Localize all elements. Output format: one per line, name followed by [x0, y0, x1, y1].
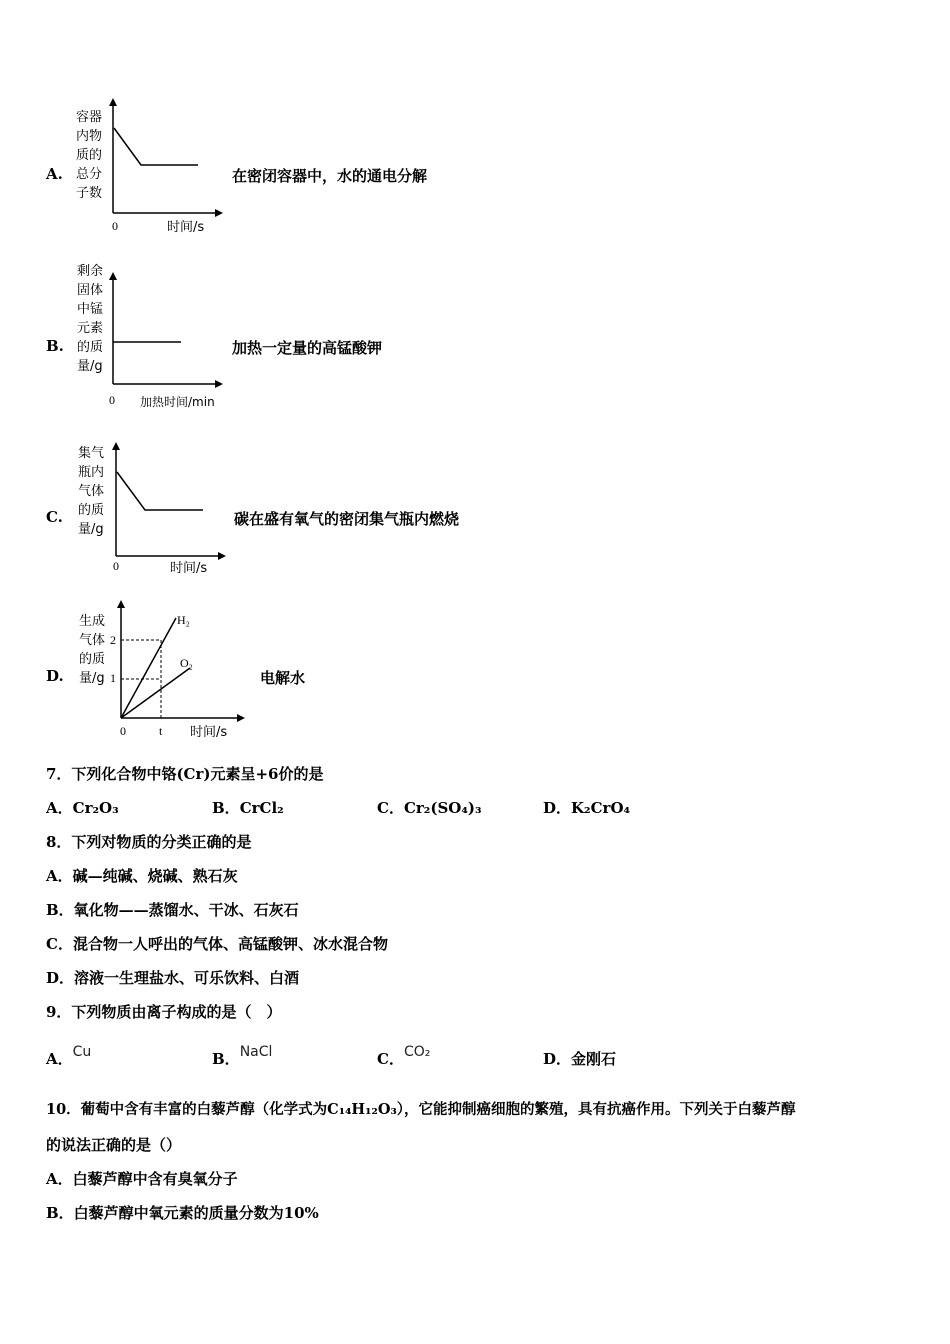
option-a: A．Cu: [46, 1044, 92, 1068]
option-letter: C.: [46, 508, 63, 526]
option-d: D．溶液一生理盐水、可乐饮料、白酒: [46, 969, 300, 987]
data-line: [114, 128, 198, 165]
x-axis-arrow: [215, 380, 223, 388]
y-axis-arrow: [117, 600, 125, 608]
option-c: C．Cr₂(SO₄)₃: [377, 799, 482, 817]
y-axis-arrow: [109, 272, 117, 280]
graph-a: [105, 98, 230, 223]
origin-label: 0: [112, 219, 118, 233]
x-axis-label: 加热时间/min: [140, 395, 215, 409]
question-stem: 8．下列对物质的分类正确的是: [46, 833, 252, 851]
option-a: A．Cr₂O₃: [46, 799, 119, 817]
h2-line: [121, 618, 176, 718]
y-axis-arrow: [112, 442, 120, 450]
question-stem-line-2: 的说法正确的是（）: [46, 1136, 182, 1154]
option-c: C．混合物一人呼出的气体、高锰酸钾、冰水混合物: [46, 935, 388, 953]
option-b: B．NaCl: [212, 1044, 273, 1068]
option-letter: B.: [46, 337, 64, 355]
y-axis-label: 剩余 固体 中锰 元素 的质 量/g: [77, 264, 104, 374]
x-axis-label: 时间/s: [190, 725, 228, 740]
x-axis-label: 时间/s: [170, 561, 208, 576]
option-a: A．白藜芦醇中含有臭氧分子: [46, 1170, 238, 1188]
option-letter: D.: [46, 667, 64, 685]
option-b: B．CrCl₂: [212, 799, 284, 817]
option-caption: 碳在盛有氧气的密闭集气瓶内燃烧: [234, 510, 460, 528]
option-a: A．碱—纯碱、烧碱、熟石灰: [46, 867, 238, 885]
data-line: [117, 472, 203, 510]
origin-label: 0: [113, 559, 119, 573]
question-stem: 9．下列物质由离子构成的是（ ）: [46, 1003, 282, 1021]
x-axis-arrow: [237, 714, 245, 722]
x-axis-arrow: [218, 552, 226, 560]
y-tick-1: 1: [110, 671, 116, 685]
origin-label: 0: [120, 724, 126, 738]
question-stem: 7．下列化合物中铬(Cr)元素呈+6价的是: [46, 765, 324, 783]
x-tick-t: t: [159, 724, 163, 738]
option-b: B．白藜芦醇中氧元素的质量分数为10%: [46, 1204, 319, 1222]
option-caption: 电解水: [260, 669, 306, 687]
origin-label: 0: [109, 393, 115, 407]
o2-line: [121, 668, 190, 718]
option-letter: A.: [46, 165, 63, 183]
option-caption: 加热一定量的高锰酸钾: [232, 339, 383, 357]
option-c: C．CO₂: [377, 1044, 431, 1068]
option-d: D．K₂CrO₄: [543, 799, 631, 817]
y-axis-label: 容器 内物 质的 总分 子数: [76, 110, 103, 201]
question-stem-line-1: 10．葡萄中含有丰富的白藜芦醇（化学式为C₁₄H₁₂O₃），它能抑制癌细胞的繁殖，具有抗癌作用。下列关于白藜芦醇: [46, 1101, 796, 1118]
x-axis-label: 时间/s: [167, 220, 205, 235]
graph-c: [108, 442, 233, 562]
y-axis-label: 生成 气体 的质 量/g: [79, 614, 106, 686]
y-axis-arrow: [109, 98, 117, 106]
h2-label: H₂: [177, 613, 190, 627]
y-axis-label: 集气 瓶内 气体 的质 量/g: [78, 446, 105, 537]
option-d: D．金刚石: [543, 1050, 617, 1068]
option-b: B．氧化物——蒸馏水、干冰、石灰石: [46, 901, 299, 919]
y-tick-2: 2: [110, 633, 116, 647]
o2-label: O₂: [180, 656, 193, 670]
graph-b: [105, 272, 230, 392]
option-caption: 在密闭容器中，水的通电分解: [232, 167, 428, 185]
x-axis-arrow: [215, 209, 223, 217]
